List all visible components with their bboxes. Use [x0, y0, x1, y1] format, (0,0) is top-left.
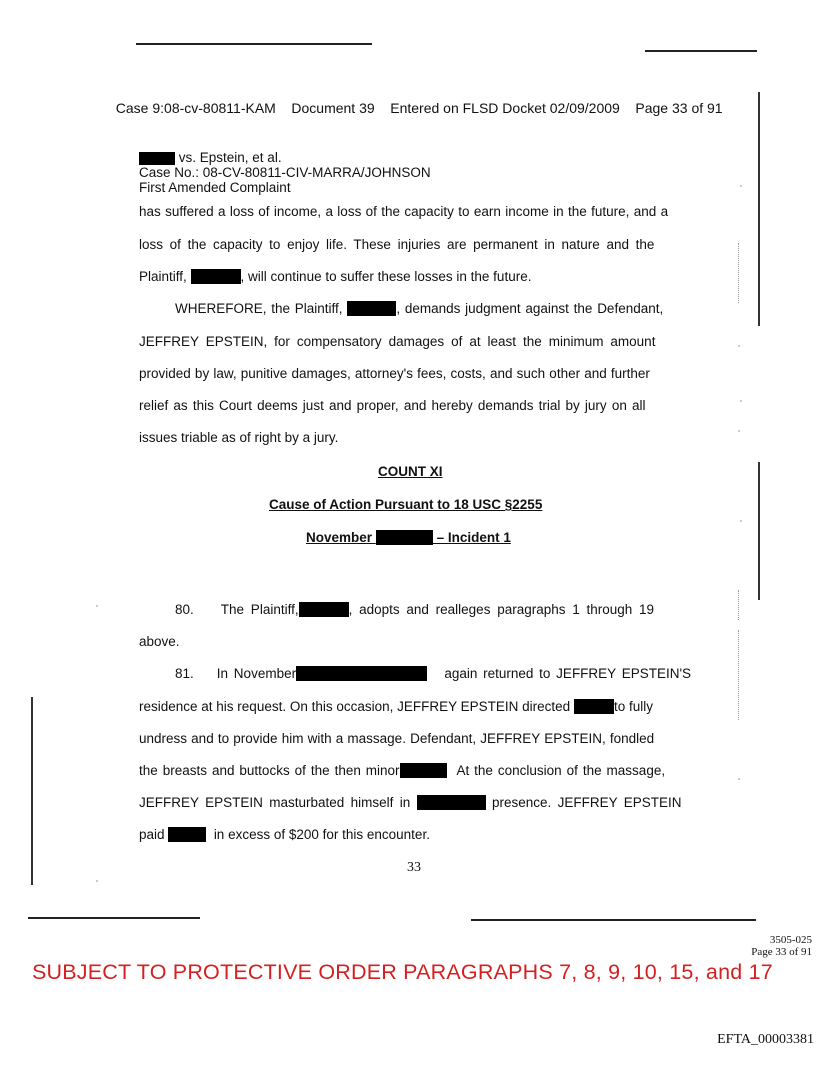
top-rule-left [136, 43, 372, 45]
caption-title [139, 150, 431, 165]
redaction-box [191, 269, 241, 284]
header-case: Case 9:08-cv-80811-KAM [115, 100, 276, 116]
para-81-line [139, 795, 681, 810]
redaction-box [139, 152, 175, 165]
redaction-box [347, 301, 396, 316]
scan-dot [740, 520, 742, 522]
text-span: again returned to JEFFREY EPSTEIN'S [444, 666, 692, 681]
redaction-box [400, 763, 447, 778]
docket-header [108, 84, 723, 116]
body-line [175, 301, 663, 316]
margin-dotted-3 [738, 630, 739, 720]
body-line [139, 269, 531, 284]
header-document: Document 39 [291, 100, 375, 116]
count-title: COUNT XI [378, 464, 443, 479]
text-span: presence. JEFFREY EPSTEIN [491, 795, 682, 810]
text-span: , adopts and realleges paragraphs 1 through 19 [348, 602, 655, 617]
redaction-box [168, 827, 206, 842]
text-span: residence at his request. On this occasion, JEFFREY EPSTEIN directed [139, 699, 571, 714]
text-span: – Incident 1 [436, 530, 511, 545]
header-entered: Entered on FLSD Docket 02/09/2009 [390, 100, 620, 116]
protective-order-notice: SUBJECT TO PROTECTIVE ORDER PARAGRAPHS 7, 8, 9, 10, 15, and 17 [32, 960, 773, 984]
stamp-page: Page 33 of 91 [751, 946, 812, 958]
caption-title-text: vs. Epstein, et al. [178, 150, 282, 165]
para-81-line [139, 763, 665, 778]
efta-number: EFTA_00003381 [717, 1032, 814, 1047]
redaction-box [299, 602, 349, 617]
bottom-rule-right [471, 919, 756, 921]
para-81-line [139, 699, 653, 714]
body-line: relief as this Court deems just and proper, and hereby demands trial by jury on all [139, 398, 646, 413]
text-span: to fully [613, 699, 653, 714]
scan-dot [738, 345, 740, 347]
redaction-box [296, 666, 427, 681]
scan-dot [740, 185, 742, 187]
margin-dotted-1 [738, 243, 739, 303]
body-line: provided by law, punitive damages, attorney's fees, costs, and such other and further [139, 366, 650, 381]
text-span: WHEREFORE, the Plaintiff, [175, 301, 343, 316]
text-span: 81. [175, 666, 194, 681]
para-81-line [175, 666, 691, 681]
body-line: loss of the capacity to enjoy life. These injuries are permanent in nature and the [139, 237, 655, 252]
body-line: has suffered a loss of income, a loss of the capacity to earn income in the future, and a [139, 204, 669, 219]
header-page: Page 33 of 91 [635, 100, 723, 116]
count-cause: Cause of Action Pursuant to 18 USC §2255 [269, 497, 543, 512]
redaction-box [574, 699, 614, 714]
text-span: in excess of $200 for this encounter. [213, 827, 430, 842]
stamp-code: 3505-025 [769, 934, 812, 946]
text-span: November [306, 530, 373, 545]
margin-line-left [31, 697, 33, 885]
margin-dotted-2 [738, 590, 739, 620]
scan-dot [738, 430, 740, 432]
redaction-box [417, 795, 486, 810]
caption-case-no: Case No.: 08-CV-80811-CIV-MARRA/JOHNSON [139, 165, 431, 180]
caption-doc-name: First Amended Complaint [139, 180, 291, 195]
bates-stamp [751, 934, 812, 958]
text-span: The Plaintiff, [220, 602, 299, 617]
scan-dot [740, 400, 742, 402]
text-span: JEFFREY EPSTEIN masturbated himself in [139, 795, 411, 810]
scan-dot [738, 778, 740, 780]
scan-dot [96, 880, 98, 882]
margin-line-right-2 [758, 462, 760, 600]
top-rule-right [645, 50, 757, 52]
body-line: JEFFREY EPSTEIN, for compensatory damages of at least the minimum amount [139, 334, 656, 349]
para-80-line [175, 602, 654, 617]
text-span: , demands judgment against the Defendant, [396, 301, 664, 316]
para-81-line [139, 827, 430, 842]
para-81-line: undress and to provide him with a massage. Defendant, JEFFREY EPSTEIN, fondled [139, 731, 655, 746]
body-line: issues triable as of right by a jury. [139, 430, 339, 445]
scan-dot [96, 605, 98, 607]
text-span: At the conclusion of the massage, [456, 763, 666, 778]
page-number: 33 [407, 860, 421, 875]
text-span: paid [139, 827, 165, 842]
count-incident [306, 530, 511, 545]
text-span: , will continue to suffer these losses in the future. [240, 269, 532, 284]
bottom-rule-left [28, 917, 200, 919]
redaction-box [376, 530, 433, 545]
text-span: 80. [175, 602, 194, 617]
para-80-line: above. [139, 634, 180, 649]
margin-line-right-1 [758, 92, 760, 326]
case-caption [139, 150, 431, 195]
text-span: In November [216, 666, 297, 681]
text-span: Plaintiff, [139, 269, 187, 284]
text-span: the breasts and buttocks of the then minor [139, 763, 400, 778]
